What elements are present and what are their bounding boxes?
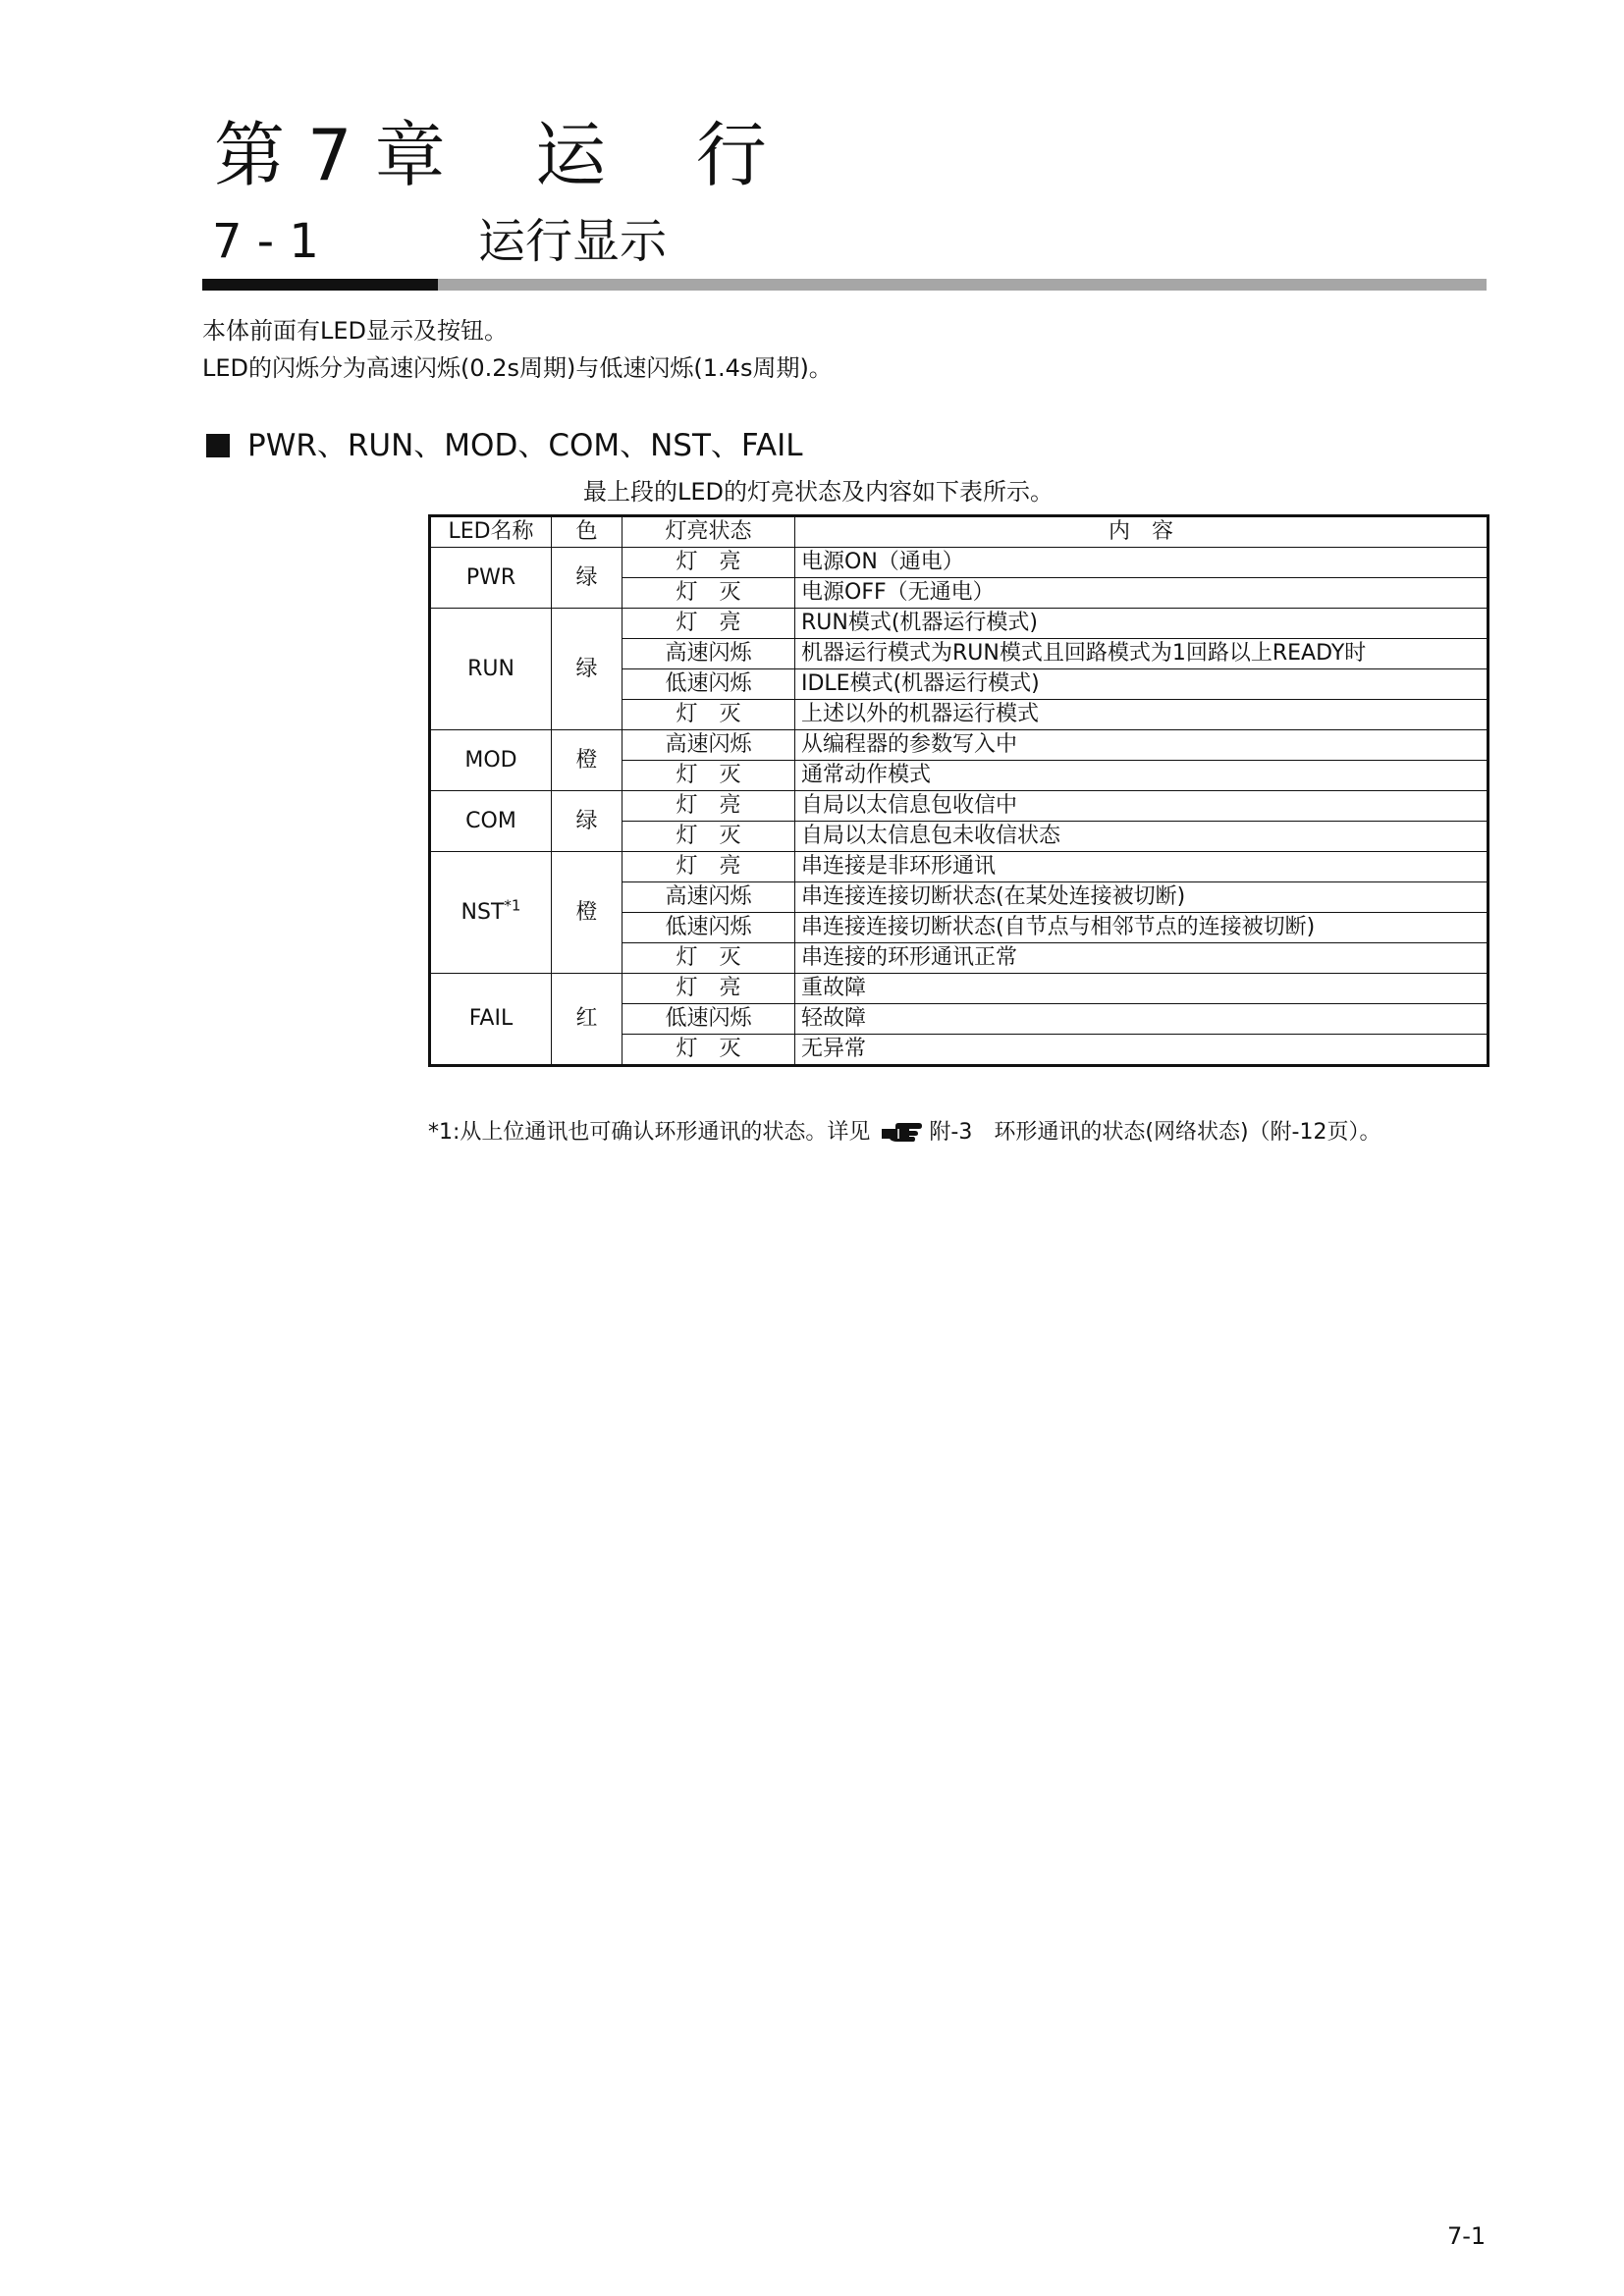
led-desc-cell: 电源ON（通电）	[795, 548, 1489, 578]
footnote-text: *1:从上位通讯也可确认环形通讯的状态。详见	[428, 1120, 871, 1145]
chapter-title	[214, 114, 767, 196]
section-number: 7 - 1	[212, 214, 319, 269]
pointing-hand-icon	[880, 1120, 923, 1146]
led-desc-cell: 轻故障	[795, 1004, 1489, 1035]
led-desc-cell: 上述以外的机器运行模式	[795, 700, 1489, 730]
section-rule-gray	[438, 279, 1487, 291]
led-name: PWR	[465, 564, 516, 590]
chapter-title-char-2: 行	[695, 114, 767, 196]
led-desc-cell: 串连接连接切断状态(自节点与相邻节点的连接被切断)	[795, 913, 1489, 943]
led-color-cell: 绿	[552, 548, 623, 609]
led-name-cell	[430, 609, 552, 730]
led-state-cell: 灯 灭	[623, 1035, 795, 1066]
chapter-prefix: 第	[214, 114, 286, 196]
table-row	[430, 609, 1489, 639]
led-name-cell	[430, 974, 552, 1066]
led-desc-cell: 从编程器的参数写入中	[795, 730, 1489, 761]
footnote	[428, 1117, 1380, 1148]
led-name: RUN	[467, 656, 514, 681]
led-name-cell	[430, 548, 552, 609]
col-header-led-name: LED名称	[430, 516, 552, 548]
table-header-row	[430, 516, 1489, 548]
led-desc-cell: 串连接是非环形通讯	[795, 852, 1489, 882]
led-state-cell: 灯 灭	[623, 700, 795, 730]
led-name: NST	[460, 899, 505, 925]
led-state-cell: 灯 灭	[623, 578, 795, 609]
led-state-cell: 灯 亮	[623, 791, 795, 822]
footnote-reference: 附-3 环形通讯的状态(网络状态)（附-12页）。	[929, 1120, 1381, 1145]
led-name: COM	[465, 808, 516, 833]
section-title: 运行显示	[478, 214, 668, 269]
intro-line-1: 本体前面有LED显示及按钮。	[202, 317, 509, 345]
led-desc-cell: IDLE模式(机器运行模式)	[795, 669, 1489, 700]
col-header-state: 灯亮状态	[623, 516, 795, 548]
led-desc-cell: 重故障	[795, 974, 1489, 1004]
col-header-color: 色	[552, 516, 623, 548]
square-bullet-icon	[206, 434, 230, 457]
led-state-cell: 灯 亮	[623, 609, 795, 639]
chapter-suffix: 章	[374, 114, 446, 196]
led-name: FAIL	[468, 1006, 514, 1031]
led-desc-cell: 无异常	[795, 1035, 1489, 1066]
led-state-cell: 灯 灭	[623, 822, 795, 852]
led-color-cell: 红	[552, 974, 623, 1066]
led-color-cell: 橙	[552, 730, 623, 791]
led-color-cell: 绿	[552, 609, 623, 730]
led-desc-cell: RUN模式(机器运行模式)	[795, 609, 1489, 639]
led-state-cell: 高速闪烁	[623, 639, 795, 669]
led-color-cell: 橙	[552, 852, 623, 974]
led-state-cell: 灯 亮	[623, 852, 795, 882]
chapter-title-char-1: 运	[535, 114, 607, 196]
led-state-cell: 高速闪烁	[623, 882, 795, 913]
led-name: MOD	[464, 747, 517, 773]
footnote-marker: *1	[504, 896, 521, 915]
led-desc-cell: 串连接的环形通讯正常	[795, 943, 1489, 974]
led-desc-cell: 通常动作模式	[795, 761, 1489, 791]
led-state-cell: 低速闪烁	[623, 913, 795, 943]
table-row	[430, 730, 1489, 761]
led-desc-cell: 机器运行模式为RUN模式且回路模式为1回路以上READY时	[795, 639, 1489, 669]
table-row	[430, 852, 1489, 882]
table-row	[430, 791, 1489, 822]
led-state-cell: 高速闪烁	[623, 730, 795, 761]
table-caption: 最上段的LED的灯亮状态及内容如下表所示。	[583, 478, 1055, 506]
led-color-cell: 绿	[552, 791, 623, 852]
led-state-cell: 低速闪烁	[623, 669, 795, 700]
led-name-cell	[430, 852, 552, 974]
led-desc-cell: 电源OFF（无通电）	[795, 578, 1489, 609]
subsection-heading	[206, 426, 803, 465]
led-desc-cell: 自局以太信息包收信中	[795, 791, 1489, 822]
col-header-content: 内 容	[795, 516, 1489, 548]
led-desc-cell: 串连接连接切断状态(在某处连接被切断)	[795, 882, 1489, 913]
led-state-cell: 低速闪烁	[623, 1004, 795, 1035]
led-state-cell: 灯 灭	[623, 761, 795, 791]
table-row	[430, 974, 1489, 1004]
led-name-cell	[430, 791, 552, 852]
table-row	[430, 548, 1489, 578]
chapter-number: 7	[306, 114, 352, 196]
intro-line-2: LED的闪烁分为高速闪烁(0.2s周期)与低速闪烁(1.4s周期)。	[202, 354, 833, 382]
led-name-cell	[430, 730, 552, 791]
led-status-table	[428, 514, 1489, 1067]
led-state-cell: 灯 亮	[623, 548, 795, 578]
led-state-cell: 灯 灭	[623, 943, 795, 974]
page-number: 7-1	[1447, 2222, 1487, 2250]
led-desc-cell: 自局以太信息包未收信状态	[795, 822, 1489, 852]
subsection-heading-text: PWR、RUN、MOD、COM、NST、FAIL	[247, 428, 803, 463]
intro-text	[202, 312, 833, 387]
section-rule-dark	[202, 279, 438, 291]
led-state-cell: 灯 亮	[623, 974, 795, 1004]
